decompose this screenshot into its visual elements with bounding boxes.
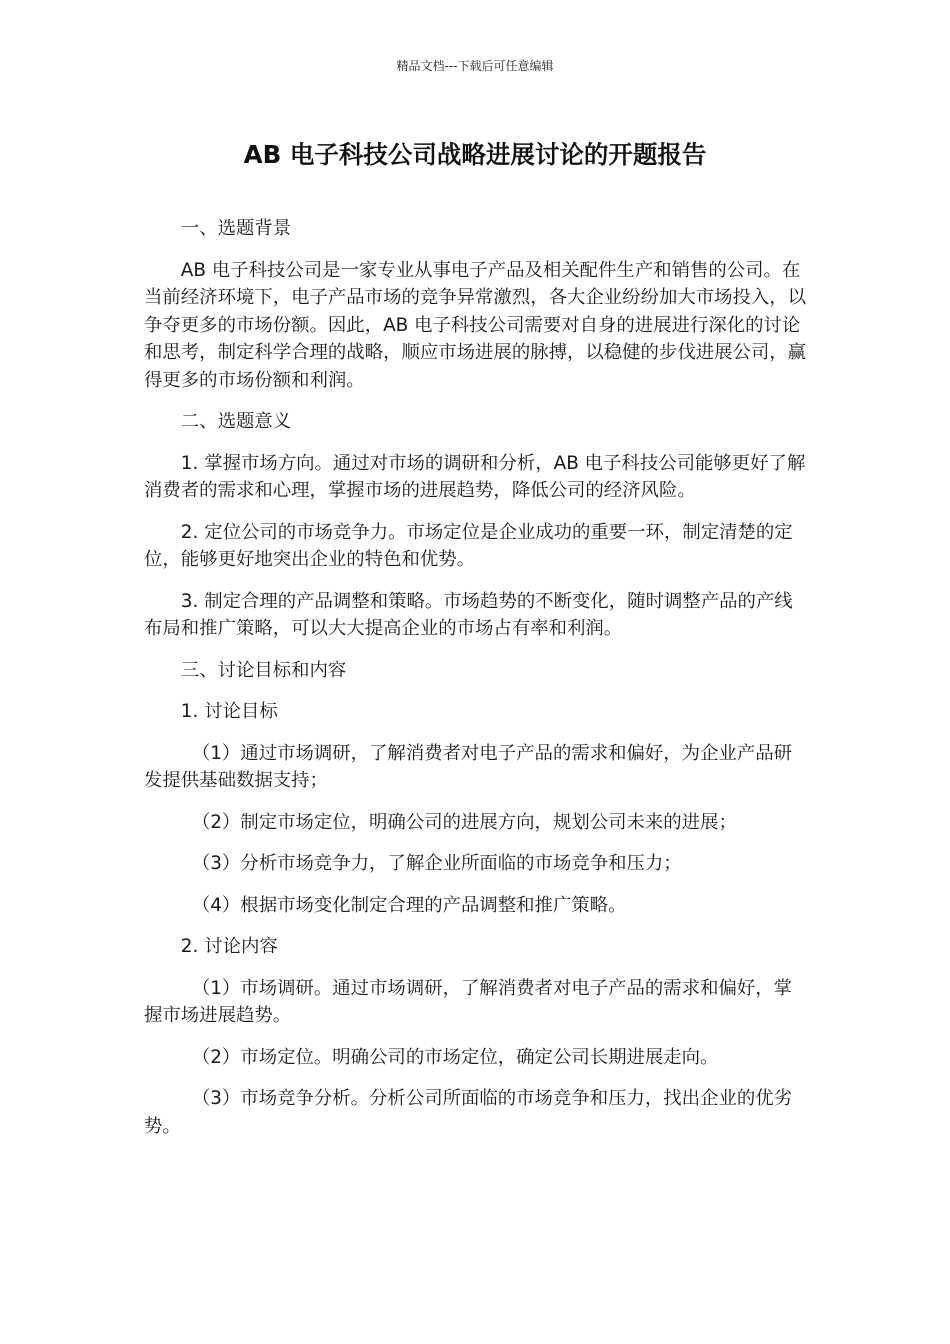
content-item-2: （2）市场定位。明确公司的市场定位，确定公司长期进展走向。 [191,1046,719,1068]
section-heading-background: 一、选题背景 [180,218,292,239]
goal-item-1: （1）通过市场调研，了解消费者对电子产品的需求和偏好，为企业产品研发提供基础数据支持； [144,742,793,791]
paragraph-significance-3: 3. 制定合理的产品调整和策略。市场趋势的不断变化，随时调整产品的产线布局和推广策略，可以大大提高企业的市场占有率和利润。 [144,590,793,639]
document-title: AB 电子科技公司战略进展讨论的开题报告 [243,140,707,169]
section-heading-significance: 二、选题意义 [180,411,292,432]
goal-item-4: （4）根据市场变化制定合理的产品调整和推广策略。 [191,894,627,916]
subheading-goals: 1. 讨论目标 [180,701,278,722]
goal-item-2: （2）制定市场定位，明确公司的进展方向，规划公司未来的进展； [191,811,737,833]
document-body [144,215,808,1154]
content-item-3: （3）市场竞争分析。分析公司所面临的市场竞争和压力，找出企业的优劣势。 [144,1088,793,1137]
paragraph-significance-1: 1. 掌握市场方向。通过对市场的调研和分析，AB 电子科技公司能够更好了解消费者的需求和心理，掌握市场的进展趋势，降低公司的经济风险。 [144,452,806,501]
paragraph-significance-2: 2. 定位公司的市场竞争力。市场定位是企业成功的重要一环，制定清楚的定位，能够更好地突出企业的特色和优势。 [144,521,793,570]
paragraph-background: AB 电子科技公司是一家专业从事电子产品及相关配件生产和销售的公司。在当前经济环境下，电子产品市场的竞争异常激烈，各大企业纷纷加大市场投入，以争夺更多的市场份额。因此，AB 电子科技公司需要对自身的进展进行深化的讨论和思考，制定科学合理的战略，顺应市场进展的脉搏，以稳健的步伐进展公司，赢得更多的市场份额和利润。 [144,259,807,391]
content-item-1: （1）市场调研。通过市场调研，了解消费者对电子产品的需求和偏好，掌握市场进展趋势。 [144,977,793,1026]
header-note: 精品文档---下载后可任意编辑 [396,59,554,73]
goal-item-3: （3）分析市场竞争力，了解企业所面临的市场竞争和压力； [191,853,682,874]
subheading-content: 2. 讨论内容 [180,936,278,957]
section-heading-goals-content: 三、讨论目标和内容 [180,659,347,681]
